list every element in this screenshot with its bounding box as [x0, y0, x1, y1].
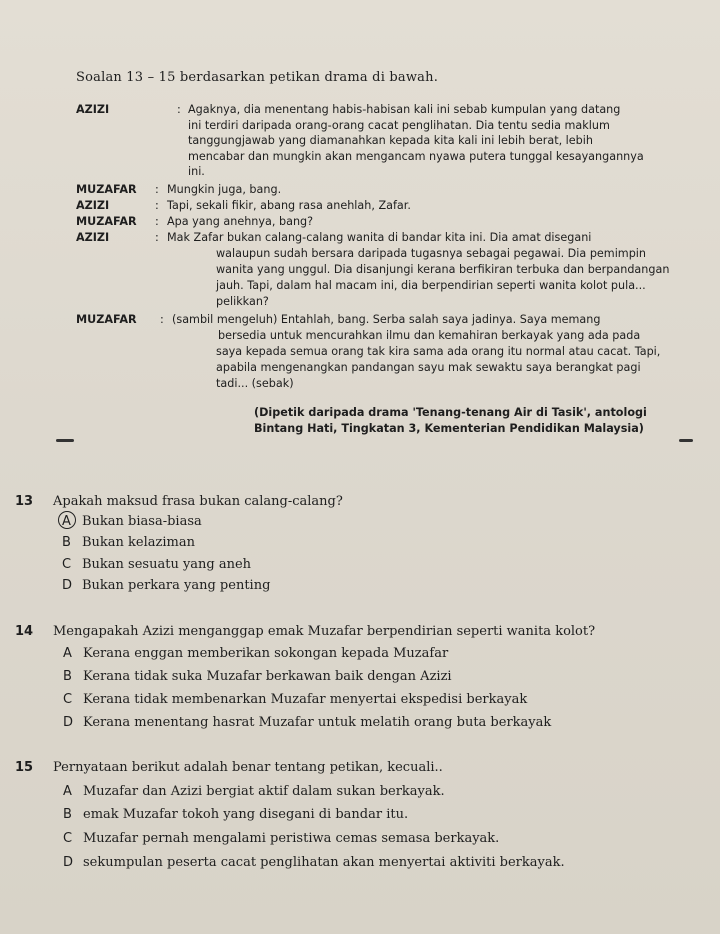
page-mark: [679, 439, 693, 442]
question-number: 14: [15, 624, 34, 639]
dialogue-text: walaupun sudah bersara daripada tugasnya sebagai pegawai. Dia pemimpin: [216, 247, 647, 260]
section-instruction: Soalan 13 – 15 berdasarkan petikan drama di bawah.: [76, 70, 439, 85]
option-text: Bukan biasa-biasa: [82, 514, 202, 529]
option-text: Bukan sesuatu yang aneh: [82, 557, 252, 572]
question-text: Pernyataan berikut adalah benar tentang petikan, kecuali..: [53, 760, 443, 775]
option-label: B: [63, 669, 72, 684]
dialogue-text: apabila mengenangkan pandangan sayu mak sewaktu saya berangkat pagi: [216, 361, 641, 374]
dialogue-text: ini terdiri daripada orang-orang cacat penglihatan. Dia tentu sedia maklum: [188, 119, 610, 132]
option-text: emak Muzafar tokoh yang disegani di bandar itu.: [83, 807, 409, 822]
option-label: A: [63, 646, 72, 661]
dialogue-text: tadi... (sebak): [216, 377, 294, 390]
dialogue-text: wanita yang unggul. Dia disanjungi kerana berfikiran terbuka dan berpandangan: [216, 263, 670, 276]
dialogue-text: ini.: [188, 165, 205, 178]
dialogue-text: mencabar dan mungkin akan mengancam nyawa putera tunggal kesayangannya: [188, 150, 644, 163]
option-text: Kerana menentang hasrat Muzafar untuk melatih orang buta berkayak: [83, 715, 552, 730]
speaker-label: AZIZI: [76, 199, 110, 212]
option-text: Muzafar pernah mengalami peristiwa cemas semasa berkayak.: [83, 831, 500, 846]
option-label: C: [63, 692, 73, 707]
dialogue-text: Tapi, sekali fikir, abang rasa anehlah, Zafar.: [167, 199, 411, 212]
option-text: Bukan perkara yang penting: [82, 578, 271, 593]
option-text: Muzafar dan Azizi bergiat aktif dalam sukan berkayak.: [83, 784, 445, 799]
drama-excerpt: [76, 99, 691, 471]
colon: :: [155, 183, 159, 196]
option-label: B: [62, 535, 71, 550]
dialogue-text: saya kepada semua orang tak kira sama ada orang itu normal atau cacat. Tapi,: [216, 345, 661, 358]
speaker-label: AZIZI: [76, 103, 110, 116]
option-text: Kerana tidak membenarkan Muzafar menyertai ekspedisi berkayak: [83, 692, 528, 707]
dialogue-text: jauh. Tapi, dalam hal macam ini, dia berpendirian seperti wanita kolot pula...: [216, 279, 646, 292]
dialogue-text: Mungkin juga, bang.: [167, 183, 282, 196]
option-label: A: [62, 514, 71, 529]
option-label: D: [62, 578, 73, 593]
option-text: Kerana enggan memberikan sokongan kepada Muzafar: [83, 646, 449, 661]
colon: :: [155, 231, 159, 244]
page-mark: [56, 439, 74, 442]
colon: :: [177, 103, 181, 116]
question-number: 15: [15, 760, 34, 775]
dialogue-text: Mak Zafar bukan calang-calang wanita di bandar kita ini. Dia amat disegani: [167, 231, 592, 244]
dialogue-text: Apa yang anehnya, bang?: [167, 215, 314, 228]
option-label: D: [63, 855, 74, 870]
option-text: Kerana tidak suka Muzafar berkawan baik dengan Azizi: [83, 669, 452, 684]
option-label: B: [63, 807, 72, 822]
speaker-label: MUZAFAR: [76, 183, 137, 196]
option-label: C: [63, 831, 73, 846]
colon: :: [155, 215, 159, 228]
option-label: C: [62, 557, 72, 572]
dialogue-text: bersedia untuk mencurahkan ilmu dan kemahiran berkayak yang ada pada: [218, 329, 641, 342]
source-citation: (Dipetik daripada drama 'Tenang-tenang Air di Tasik', antologi: [254, 406, 647, 419]
colon: :: [155, 199, 159, 212]
option-text: sekumpulan peserta cacat penglihatan akan menyertai aktiviti berkayak.: [83, 855, 565, 870]
question-text: Mengapakah Azizi menganggap emak Muzafar berpendirian seperti wanita kolot?: [53, 624, 596, 639]
source-citation: Bintang Hati, Tingkatan 3, Kementerian Pendidikan Malaysia): [254, 422, 644, 435]
dialogue-text: tanggungjawab yang diamanahkan kepada kita kali ini lebih berat, lebih: [188, 134, 593, 147]
question-text: Apakah maksud frasa bukan calang-calang?: [53, 494, 343, 509]
speaker-label: MUZAFAR: [76, 313, 137, 326]
question-number: 13: [15, 494, 34, 509]
dialogue-text: pelikkan?: [216, 295, 269, 308]
dialogue-text: (sambil mengeluh) Entahlah, bang. Serba salah saya jadinya. Saya memang: [172, 313, 601, 326]
speaker-label: AZIZI: [76, 231, 110, 244]
option-label: D: [63, 715, 74, 730]
colon: :: [160, 313, 164, 326]
option-label: A: [63, 784, 72, 799]
speaker-label: MUZAFAR: [76, 215, 137, 228]
option-text: Bukan kelaziman: [82, 535, 195, 550]
dialogue-text: Agaknya, dia menentang habis-habisan kali ini sebab kumpulan yang datang: [188, 103, 621, 116]
